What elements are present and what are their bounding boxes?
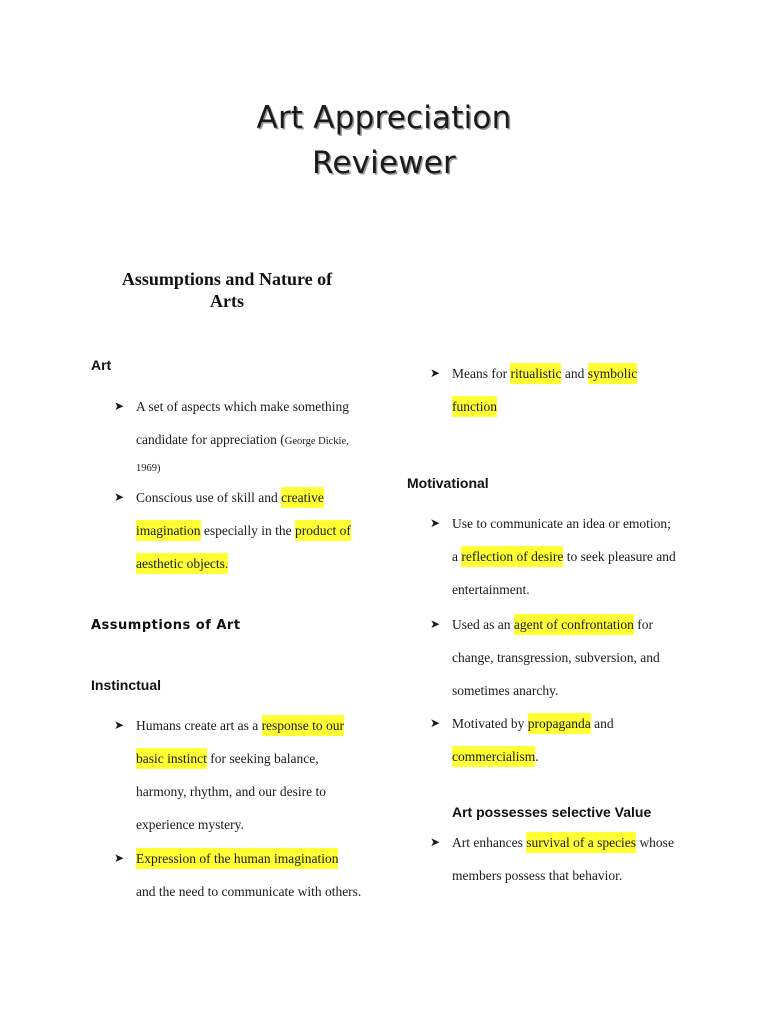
highlight: basic instinct xyxy=(136,748,207,769)
highlight: commercialism xyxy=(452,746,535,767)
arrow-bullet-icon: ➤ xyxy=(430,366,441,380)
art-bullet-2: ➤ Conscious use of skill and creative imagination especially in the product of aesthetic objects. xyxy=(136,481,351,580)
highlight: ritualistic xyxy=(510,363,561,384)
art-bullet-1: ➤ A set of aspects which make something candidate for appreciation (George Dickie, 1969) xyxy=(136,390,349,480)
highlight: symbolic xyxy=(588,363,638,384)
arrow-bullet-icon: ➤ xyxy=(430,516,441,530)
highlight: product of xyxy=(295,520,351,541)
highlight: function xyxy=(452,396,497,417)
heading-motivational: Motivational xyxy=(407,475,489,491)
arrow-bullet-icon: ➤ xyxy=(114,490,125,504)
motivational-bullet-1: ➤ Use to communicate an idea or emotion; a reflection of desire to seek pleasure and entertainment. xyxy=(452,507,676,606)
instinctual-bullet-1: ➤ Humans create art as a response to our basic instinct for seeking balance, harmony, rhythm, and our desire to experience mystery. xyxy=(136,709,344,841)
instinctual-bullet-2: ➤ Expression of the human imagination and the need to communicate with others. xyxy=(136,842,361,908)
right-bullet-ritualistic: ➤ Means for ritualistic and symbolic function xyxy=(452,357,637,423)
highlight: reflection of desire xyxy=(461,546,563,567)
title-line-1: Art Appreciation xyxy=(256,100,512,136)
selective-bullet-1: ➤ Art enhances survival of a species whose members possess that behavior. xyxy=(452,826,674,892)
heading-instinctual: Instinctual xyxy=(91,677,162,693)
title-line-2: Reviewer xyxy=(311,145,457,181)
highlight: propaganda xyxy=(528,713,591,734)
motivational-bullet-2: ➤ Used as an agent of confrontation for change, transgression, subversion, and sometimes anarchy. xyxy=(452,608,660,707)
heading-selective-value: Art possesses selective Value xyxy=(452,804,652,820)
arrow-bullet-icon: ➤ xyxy=(114,851,125,865)
heading-assumptions-of-art: Assumptions of Art xyxy=(91,618,241,633)
heading-art: Art xyxy=(91,357,112,373)
arrow-bullet-icon: ➤ xyxy=(114,399,125,413)
highlight: survival of a species xyxy=(526,832,636,853)
highlight: agent of confrontation xyxy=(514,614,634,635)
highlight: response to our xyxy=(262,715,344,736)
highlight: imagination xyxy=(136,520,201,541)
document-title xyxy=(0,96,768,186)
highlight: Expression of the human imagination xyxy=(136,848,338,869)
arrow-bullet-icon: ➤ xyxy=(114,718,125,732)
highlight: aesthetic objects. xyxy=(136,553,228,574)
section-heading: Assumptions and Nature of Arts xyxy=(121,269,333,311)
highlight: creative xyxy=(281,487,324,508)
arrow-bullet-icon: ➤ xyxy=(430,835,441,849)
motivational-bullet-3: ➤ Motivated by propaganda and commercialism. xyxy=(452,707,614,773)
arrow-bullet-icon: ➤ xyxy=(430,716,441,730)
arrow-bullet-icon: ➤ xyxy=(430,617,441,631)
